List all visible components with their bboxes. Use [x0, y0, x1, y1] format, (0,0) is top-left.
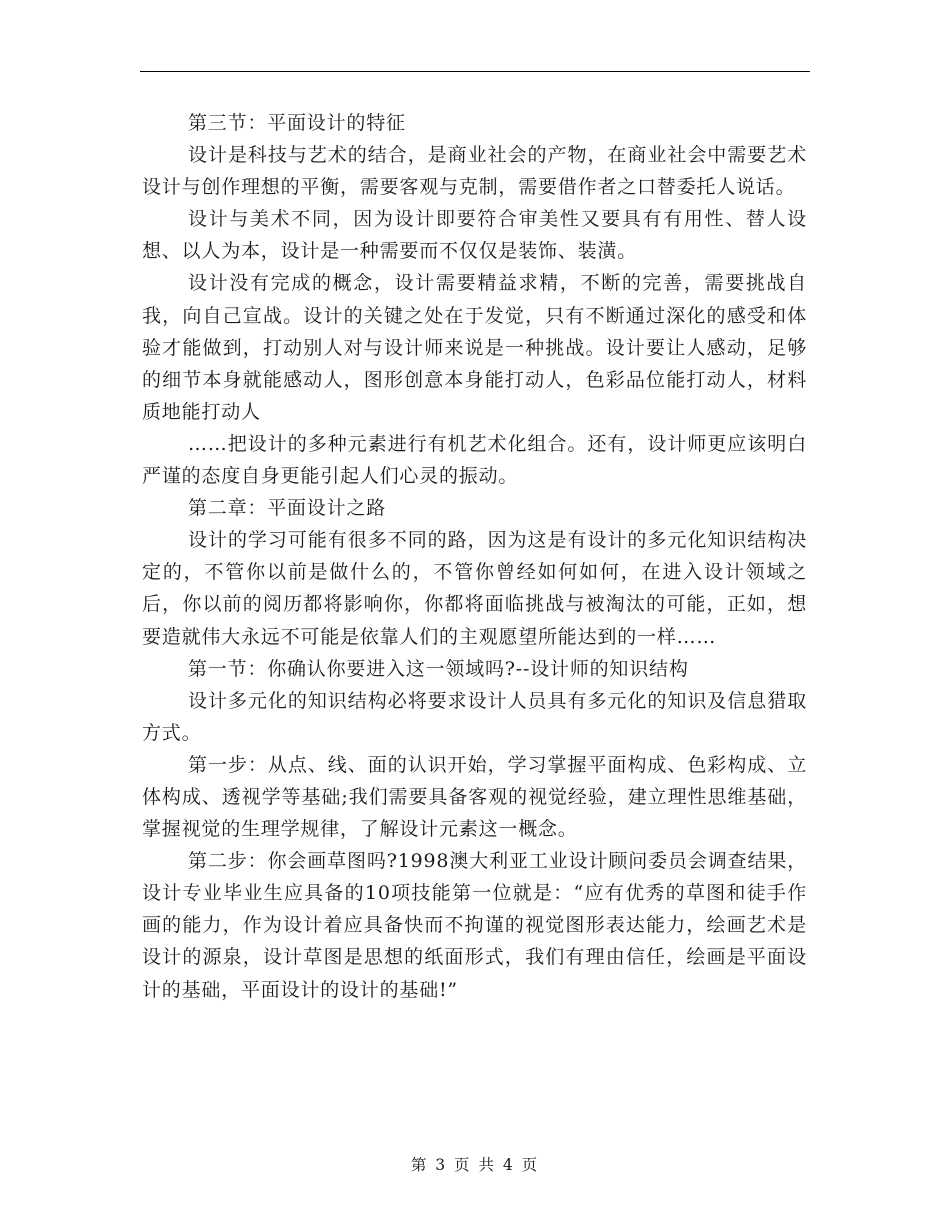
- paragraph: 设计的学习可能有很多不同的路，因为这是有设计的多元化知识结构决定的，不管你以前是做什么的，不管你曾经如何如何，在进入设计领域之后，你以前的阅历都将影响你，你都将面临挑战与被淘汰的可能，正如，想要造就伟大永远不可能是依靠人们的主观愿望所能达到的一样……: [142, 529, 807, 648]
- paragraph-step-one: 第一步：从点、线、面的认识开始，学习掌握平面构成、色彩构成、立体构成、透视学等基础;我们需要具备客观的视觉经验，建立理性思维基础，掌握视觉的生理学规律，了解设计元素这一概念。: [142, 753, 807, 841]
- section-heading-knowledge: 第一节：你确认你要进入这一领域吗?--设计师的知识结构: [188, 657, 689, 680]
- body-text: [142, 107, 807, 1006]
- paragraph: 设计多元化的知识结构必将要求设计人员具有多元化的知识及信息猎取方式。: [142, 689, 807, 744]
- paragraph: 设计没有完成的概念，设计需要精益求精，不断的完善，需要挑战自我，向自己宣战。设计的关键之处在于发觉，只有不断通过深化的感受和体验才能做到，打动别人对与设计师来说是一种挑战。设计要让人感动，足够的细节本身就能感动人，图形创意本身能打动人，色彩品位能打动人，材料质地能打动人: [142, 272, 807, 423]
- paragraph: 设计是科技与艺术的结合，是商业社会的产物，在商业社会中需要艺术设计与创作理想的平衡，需要客观与克制，需要借作者之口替委托人说话。: [142, 144, 807, 199]
- page-number-footer: 第 3 页 共 4 页: [410, 1156, 540, 1174]
- paragraph: ……把设计的多种元素进行有机艺术化组合。还有，设计师更应该明白严谨的态度自身更能引起人们心灵的振动。: [142, 432, 807, 488]
- header-rule: [140, 71, 810, 72]
- section-heading-feature: 第三节：平面设计的特征: [188, 112, 406, 134]
- paragraph: 设计与美术不同，因为设计即要符合审美性又要具有有用性、替人设想、以人为本，设计是一种需要而不仅仅是装饰、装潢。: [142, 208, 807, 263]
- chapter-heading-path: 第二章：平面设计之路: [188, 497, 387, 520]
- paragraph-step-two: 第二步：你会画草图吗?1998澳大利亚工业设计顾问委员会调查结果，设计专业毕业生应具备的10项技能第一位就是：“应有优秀的草图和徒手作画的能力，作为设计着应具备快而不拘谨的视觉图形表达能力，绘画艺术是设计的源泉，设计草图是思想的纸面形式，我们有理由信任，绘画是平面设计的基础，平面设计的设计的基础!”: [142, 850, 807, 1001]
